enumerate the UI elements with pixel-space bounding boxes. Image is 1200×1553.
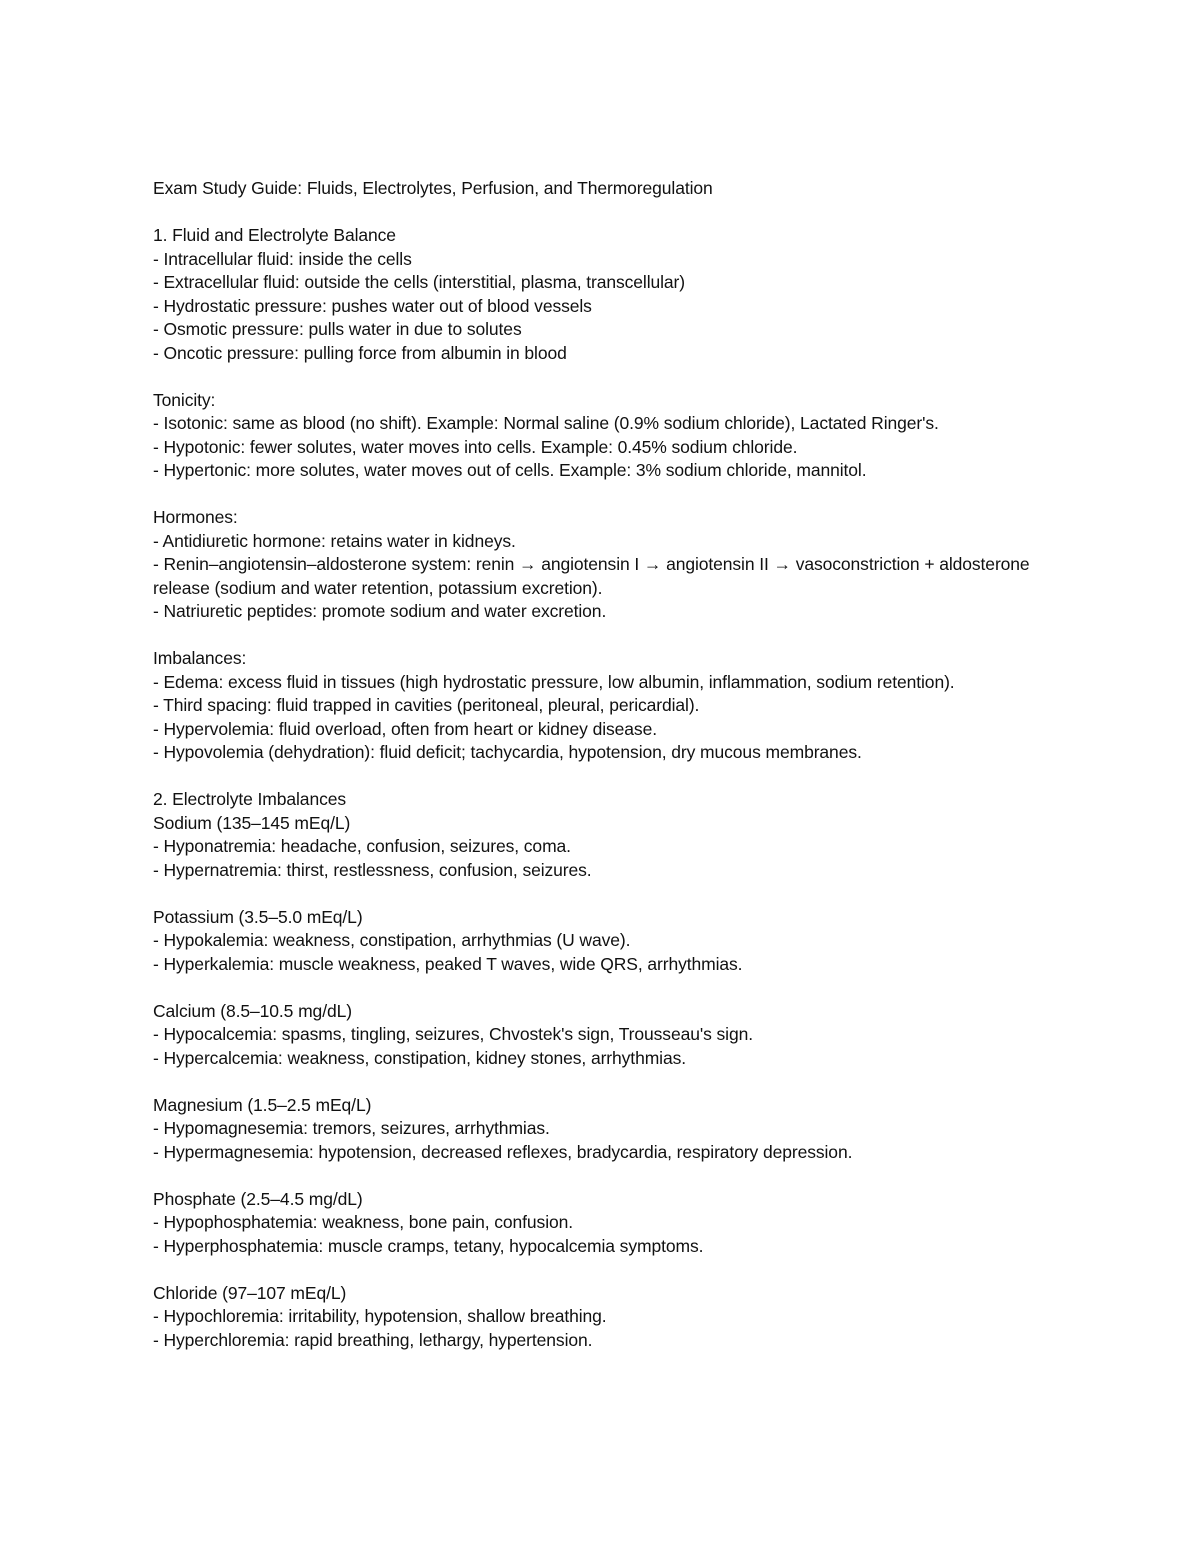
list-item: - Isotonic: same as blood (no shift). Example: Normal saline (0.9% sodium chloride), Lactated Ringer's.	[153, 413, 939, 433]
list-item: - Hypovolemia (dehydration): fluid deficit; tachycardia, hypotension, dry mucous membranes.	[153, 742, 862, 762]
list-item: - Hypertonic: more solutes, water moves out of cells. Example: 3% sodium chloride, mannitol.	[153, 460, 867, 480]
list-item: - Third spacing: fluid trapped in cavities (peritoneal, pleural, pericardial).	[153, 695, 700, 715]
section-heading: Imbalances:	[153, 648, 247, 668]
list-item: - Hypermagnesemia: hypotension, decreased reflexes, bradycardia, respiratory depression.	[153, 1141, 853, 1162]
list-item: - Hyperphosphatemia: muscle cramps, tetany, hypocalcemia symptoms.	[153, 1235, 704, 1256]
subsection-heading-calcium: Calcium (8.5–10.5 mg/dL)	[153, 1000, 352, 1021]
section-heading: 2. Electrolyte Imbalances	[153, 789, 347, 809]
list-item: - Hypomagnesemia: tremors, seizures, arrhythmias.	[153, 1118, 550, 1138]
list-item: - Hyperchloremia: rapid breathing, lethargy, hypertension.	[153, 1329, 593, 1350]
spacer	[153, 201, 1153, 225]
subsection-heading-sodium: Sodium (135–145 mEq/L)	[153, 812, 351, 833]
list-item: - Hypernatremia: thirst, restlessness, confusion, seizures.	[153, 859, 592, 880]
section-hormones	[153, 506, 1153, 624]
spacer	[153, 976, 1153, 1000]
spacer	[153, 624, 1153, 648]
spacer	[153, 1070, 1153, 1094]
section-heading: Hormones:	[153, 507, 238, 527]
spacer	[153, 1258, 1153, 1282]
list-item: - Extracellular fluid: outside the cells (interstitial, plasma, transcellular)	[153, 272, 685, 292]
list-item: - Intracellular fluid: inside the cells	[153, 248, 412, 269]
subsection-heading-magnesium: Magnesium (1.5–2.5 mEq/L)	[153, 1094, 372, 1115]
list-item: - Hypokalemia: weakness, constipation, arrhythmias (U wave).	[153, 930, 631, 950]
section-imbalances	[153, 647, 1153, 765]
list-item: - Hyperkalemia: muscle weakness, peaked T waves, wide QRS, arrhythmias.	[153, 953, 743, 974]
spacer	[153, 882, 1153, 906]
list-item: - Edema: excess fluid in tissues (high hydrostatic pressure, low albumin, inflammation, sodium retention).	[153, 671, 955, 692]
list-item: - Hypervolemia: fluid overload, often from heart or kidney disease.	[153, 718, 657, 739]
list-item: - Hypocalcemia: spasms, tingling, seizures, Chvostek's sign, Trousseau's sign.	[153, 1024, 753, 1044]
section-fluid-balance	[153, 224, 1153, 365]
subsection-heading-chloride: Chloride (97–107 mEq/L)	[153, 1282, 347, 1303]
list-item: - Osmotic pressure: pulls water in due to solutes	[153, 319, 522, 339]
list-item: - Natriuretic peptides: promote sodium and water excretion.	[153, 601, 607, 621]
spacer	[153, 365, 1153, 389]
spacer	[153, 1164, 1153, 1188]
section-heading: 1. Fluid and Electrolyte Balance	[153, 225, 396, 245]
document-title: Exam Study Guide: Fluids, Electrolytes, Perfusion, and Thermoregulation	[153, 178, 713, 198]
subsection-heading-phosphate: Phosphate (2.5–4.5 mg/dL)	[153, 1188, 363, 1209]
section-heading: Tonicity:	[153, 389, 216, 410]
section-tonicity	[153, 389, 1153, 483]
list-item: - Renin–angiotensin–aldosterone system: renin → angiotensin I → angiotensin II → vasoconstriction + aldosterone release (sodium and water retention, potassium excretion).	[153, 554, 1035, 598]
spacer	[153, 483, 1153, 507]
list-item: - Hypophosphatemia: weakness, bone pain, confusion.	[153, 1212, 574, 1232]
list-item: - Hypochloremia: irritability, hypotension, shallow breathing.	[153, 1306, 607, 1326]
list-item: - Hypotonic: fewer solutes, water moves into cells. Example: 0.45% sodium chloride.	[153, 436, 798, 457]
document-page	[153, 177, 1153, 1352]
spacer	[153, 765, 1153, 789]
section-electrolytes	[153, 788, 1153, 1352]
list-item: - Oncotic pressure: pulling force from albumin in blood	[153, 342, 567, 363]
list-item: - Hyponatremia: headache, confusion, seizures, coma.	[153, 836, 571, 856]
list-item: - Hydrostatic pressure: pushes water out of blood vessels	[153, 295, 592, 316]
list-item: - Hypercalcemia: weakness, constipation, kidney stones, arrhythmias.	[153, 1047, 687, 1068]
subsection-heading-potassium: Potassium (3.5–5.0 mEq/L)	[153, 906, 363, 927]
list-item: - Antidiuretic hormone: retains water in kidneys.	[153, 530, 516, 551]
